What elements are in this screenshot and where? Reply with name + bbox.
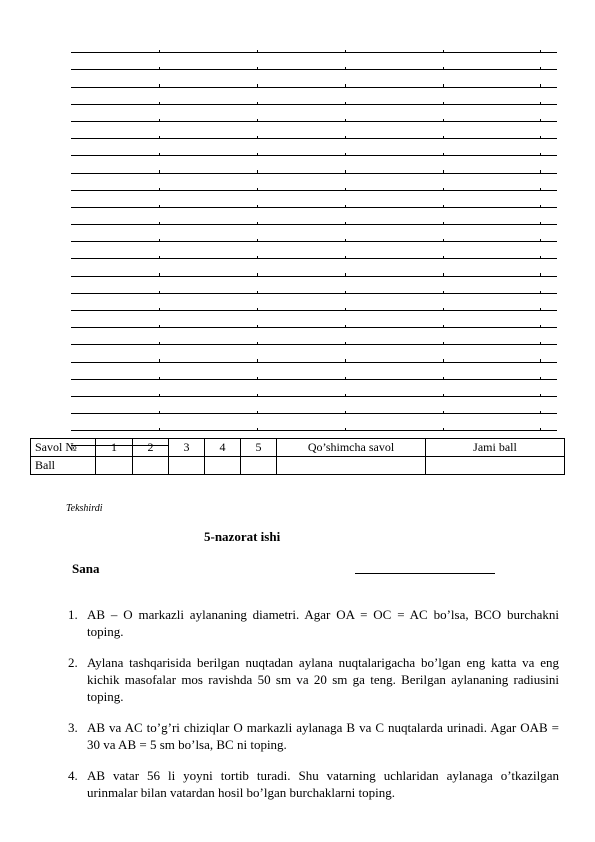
task-text: AB vatar 56 li yoyni tortib turadi. Shu vatarning uchlaridan aylanaga o’tkazilgan urinmalar bilan vatardan hosil bo’lgan burchaklarni toping. xyxy=(87,768,559,800)
answer-line[interactable] xyxy=(71,174,557,191)
answer-line[interactable] xyxy=(71,397,557,414)
sana-label: Sana xyxy=(72,561,100,576)
score-table-header-row xyxy=(31,439,565,457)
task-number: 1. xyxy=(68,607,78,622)
answer-line[interactable] xyxy=(71,242,557,259)
answer-line[interactable] xyxy=(71,294,557,311)
score-cell-2[interactable] xyxy=(133,457,169,475)
answer-line[interactable] xyxy=(71,156,557,173)
answer-lines xyxy=(71,36,557,446)
answer-line[interactable] xyxy=(71,191,557,208)
answer-line[interactable] xyxy=(71,36,557,53)
task-item xyxy=(68,767,559,801)
header-cell-4: 4 xyxy=(205,439,241,457)
answer-line[interactable] xyxy=(71,225,557,242)
score-cell-3[interactable] xyxy=(169,457,205,475)
answer-line[interactable] xyxy=(71,311,557,328)
score-cell-1[interactable] xyxy=(96,457,133,475)
sana-blank-line[interactable] xyxy=(355,556,495,574)
header-cell-5: 5 xyxy=(241,439,277,457)
task-text: AB – O markazli aylananing diametri. Agar OA = OC = AC bo’lsa, BCO burchakni toping. xyxy=(87,607,559,639)
answer-line[interactable] xyxy=(71,88,557,105)
score-table-ball-row xyxy=(31,457,565,475)
answer-line[interactable] xyxy=(71,70,557,87)
answer-line[interactable] xyxy=(71,122,557,139)
task-number: 3. xyxy=(68,720,78,735)
answer-line[interactable] xyxy=(71,363,557,380)
task-text: AB va AC to’g’ri chiziqlar O markazli aylanaga B va C nuqtalarda urinadi. Agar OAB = 30 va AB = 5 sm bo’lsa, BC ni toping. xyxy=(87,720,559,752)
header-cell-3: 3 xyxy=(169,439,205,457)
header-cell-savol: Savol № xyxy=(31,439,96,457)
answer-line[interactable] xyxy=(71,208,557,225)
header-cell-2: 2 xyxy=(133,439,169,457)
answer-line[interactable] xyxy=(71,328,557,345)
task-item xyxy=(68,606,559,640)
answer-line[interactable] xyxy=(71,105,557,122)
score-table xyxy=(30,438,565,475)
task-item xyxy=(68,654,559,705)
task-number: 2. xyxy=(68,655,78,670)
task-list xyxy=(68,606,559,815)
answer-line[interactable] xyxy=(71,414,557,431)
task-text: Aylana tashqarisida berilgan nuqtadan aylana nuqtalarigacha bo’lgan eng katta va eng kichik masofalar mos ravishda 50 sm va 20 sm ga teng. Berilgan aylananing radiusini toping. xyxy=(87,655,559,704)
score-cell-jami[interactable] xyxy=(426,457,565,475)
answer-line[interactable] xyxy=(71,259,557,276)
header-cell-1: 1 xyxy=(96,439,133,457)
answer-line[interactable] xyxy=(71,139,557,156)
answer-line[interactable] xyxy=(71,277,557,294)
row-label-ball: Ball xyxy=(31,457,96,475)
answer-line[interactable] xyxy=(71,345,557,362)
task-number: 4. xyxy=(68,768,78,783)
score-cell-5[interactable] xyxy=(241,457,277,475)
task-item xyxy=(68,719,559,753)
page-title: 5-nazorat ishi xyxy=(204,529,281,544)
score-cell-4[interactable] xyxy=(205,457,241,475)
score-cell-qoshimcha[interactable] xyxy=(277,457,426,475)
header-cell-qoshimcha: Qo’shimcha savol xyxy=(277,439,426,457)
answer-line[interactable] xyxy=(71,380,557,397)
header-cell-jami: Jami ball xyxy=(426,439,565,457)
tekshirdi-label: Tekshirdi xyxy=(66,503,103,514)
answer-line[interactable] xyxy=(71,53,557,70)
